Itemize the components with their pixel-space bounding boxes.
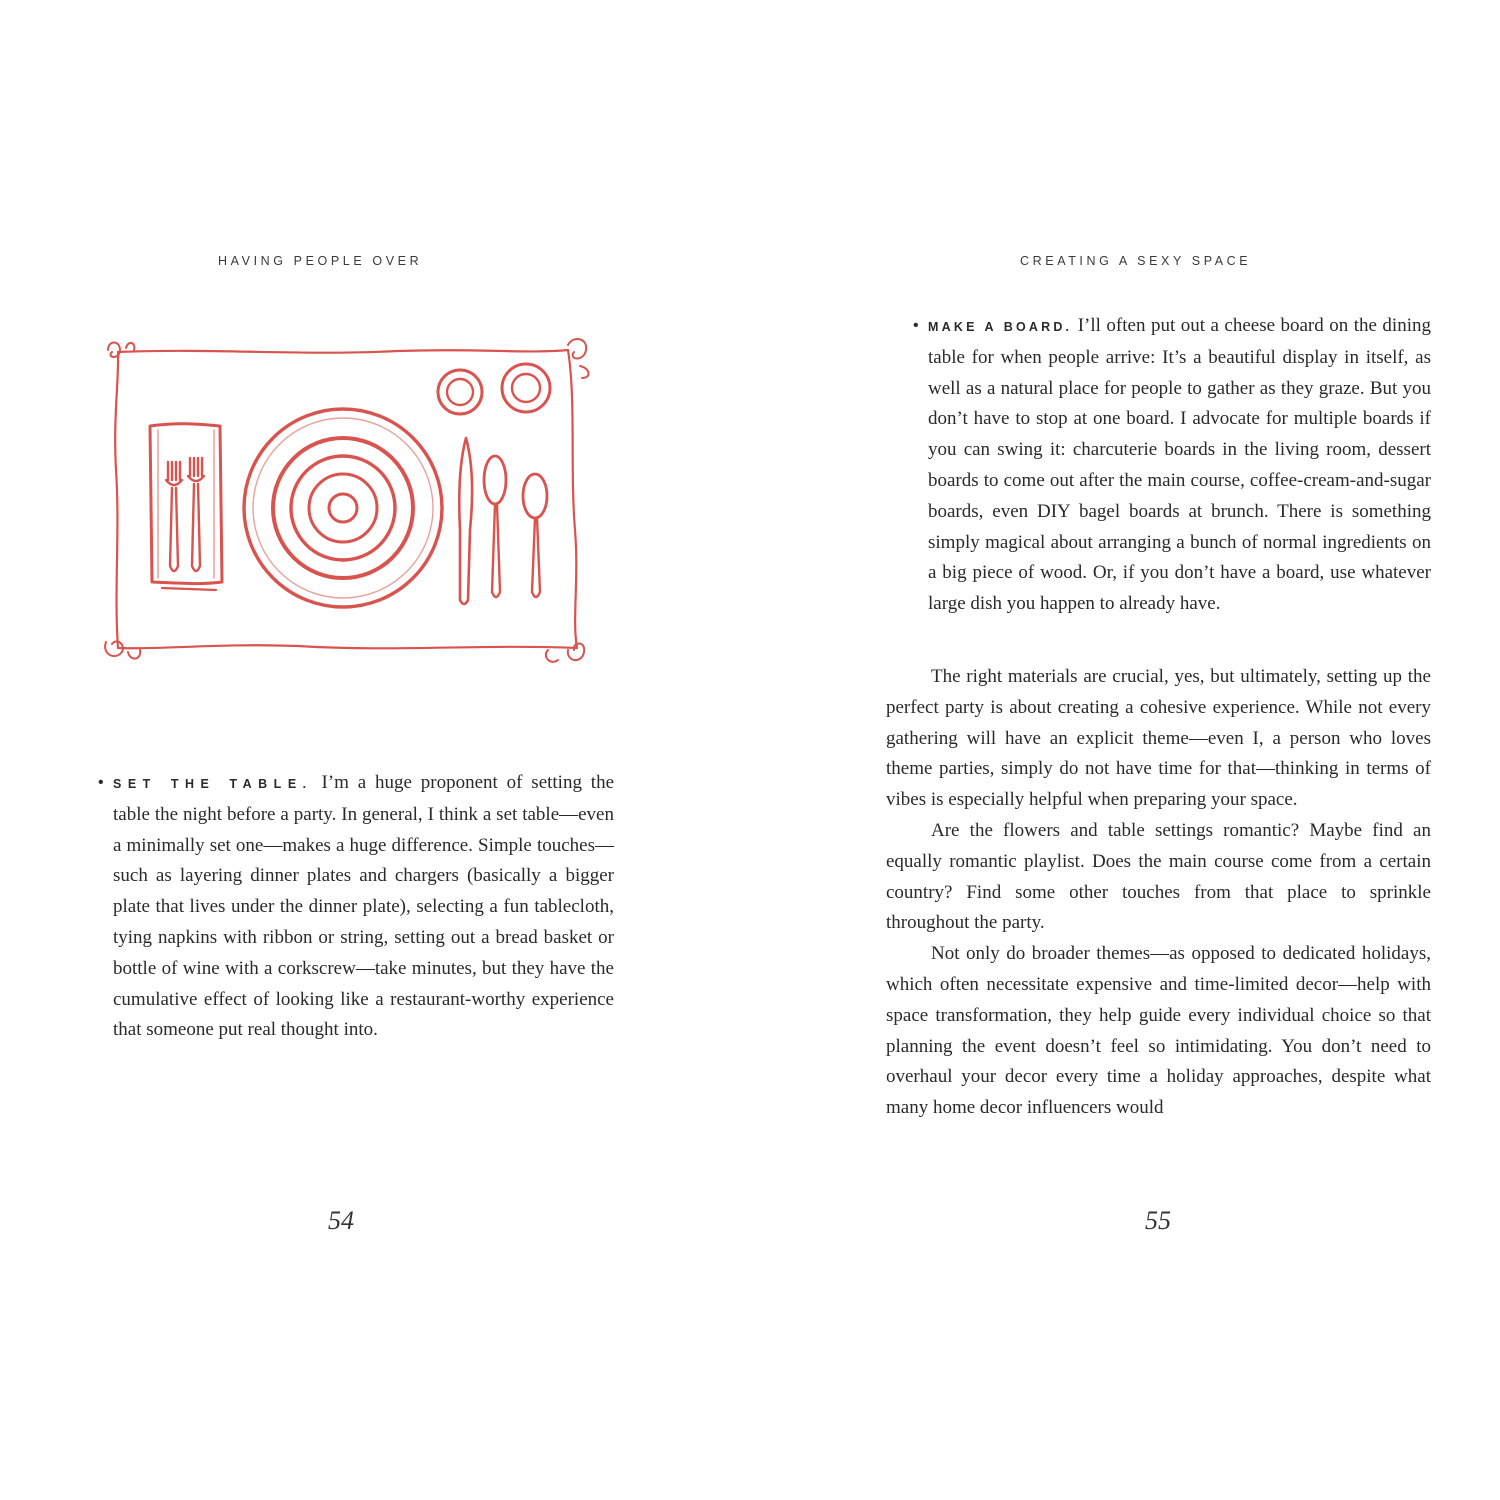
paragraph: Are the flowers and table settings romantic? Maybe find an equally romantic playlist. Does the main course come from a certain country? Find some other touches from that place to sprinkle throughout the party.: [886, 819, 1431, 934]
fork-icon: [188, 458, 204, 571]
dinner-plate-icon: [273, 438, 413, 578]
bread-plate-icon: [502, 364, 550, 412]
bullet-dot: •: [913, 317, 919, 334]
napkin-icon: [150, 424, 222, 584]
curl-top-left: [108, 343, 134, 358]
make-a-board-item: [915, 311, 1431, 620]
cup-icon: [329, 494, 357, 522]
item-label: SET THE TABLE.: [113, 777, 313, 791]
page-number-right: 55: [1145, 1206, 1171, 1235]
curl-bottom-left: [105, 641, 140, 658]
fork-icon: [166, 462, 182, 571]
page-number-left: 54: [328, 1206, 354, 1235]
body-paragraphs: [886, 662, 1431, 1124]
running-head-right: CREATING A SEXY SPACE: [1020, 254, 1252, 268]
paragraph: The right materials are crucial, yes, but ultimately, setting up the perfect party is about creating a cohesive experience. While not every gathering will have an explicit theme—even I, a person who loves theme parties, simply do not have time for that—thinking in terms of vibes is especially helpful when preparing your space.: [886, 666, 1431, 811]
paragraph: Not only do broader themes—as opposed to dedicated holidays, which often necessitate expensive and time-limited decor—help with space transformation, they help guide every individual choice so that planning the event doesn’t feel so intimidating. You don’t need to overhaul your decor every time a holiday approaches, despite what many home decor influencers would: [886, 943, 1431, 1119]
set-the-table-item: [100, 768, 614, 1046]
bread-plate-icon: [438, 370, 482, 414]
spoon-icon: [484, 456, 506, 597]
running-head-left: HAVING PEOPLE OVER: [218, 254, 423, 268]
item-text: I’m a huge proponent of setting the table the night before a party. In general, I think a set table—even a minimally set one—makes a huge difference. Simple touches—such as layering dinner plates and chargers (basically a bigger plate that lives under the dinner plate), selecting a fun tablecloth, tying napkins with ribbon or string, setting out a bread basket or bottle of wine with a corkscrew—take minutes, but they have the cumulative effect of looking like a restaurant-worthy experience that someone put real thought into.: [113, 772, 615, 1041]
item-label: MAKE A BOARD.: [928, 320, 1073, 334]
spoon-icon: [523, 474, 547, 597]
bullet-dot: •: [98, 774, 104, 791]
item-text: I’ll often put out a cheese board on the dining table for when people arrive: It’s a beautiful display in itself, as well as a natural place for people to gather as they graze. But you don’t have to stop at one board. I advocate for multiple boards if you can swing it: charcuterie boards in the living room, dessert boards to come out after the main course, coffee-cream-and-sugar boards, even DIY bagel boards at brunch. There is something simply magical about arranging a bunch of normal ingredients on a big piece of wood. Or, if you don’t have a board, use whatever large dish you happen to already have.: [928, 315, 1431, 615]
knife-icon: [459, 438, 472, 604]
right-page: [750, 0, 1500, 1500]
place-setting-illustration: [98, 330, 603, 670]
frame-border: [115, 350, 577, 648]
